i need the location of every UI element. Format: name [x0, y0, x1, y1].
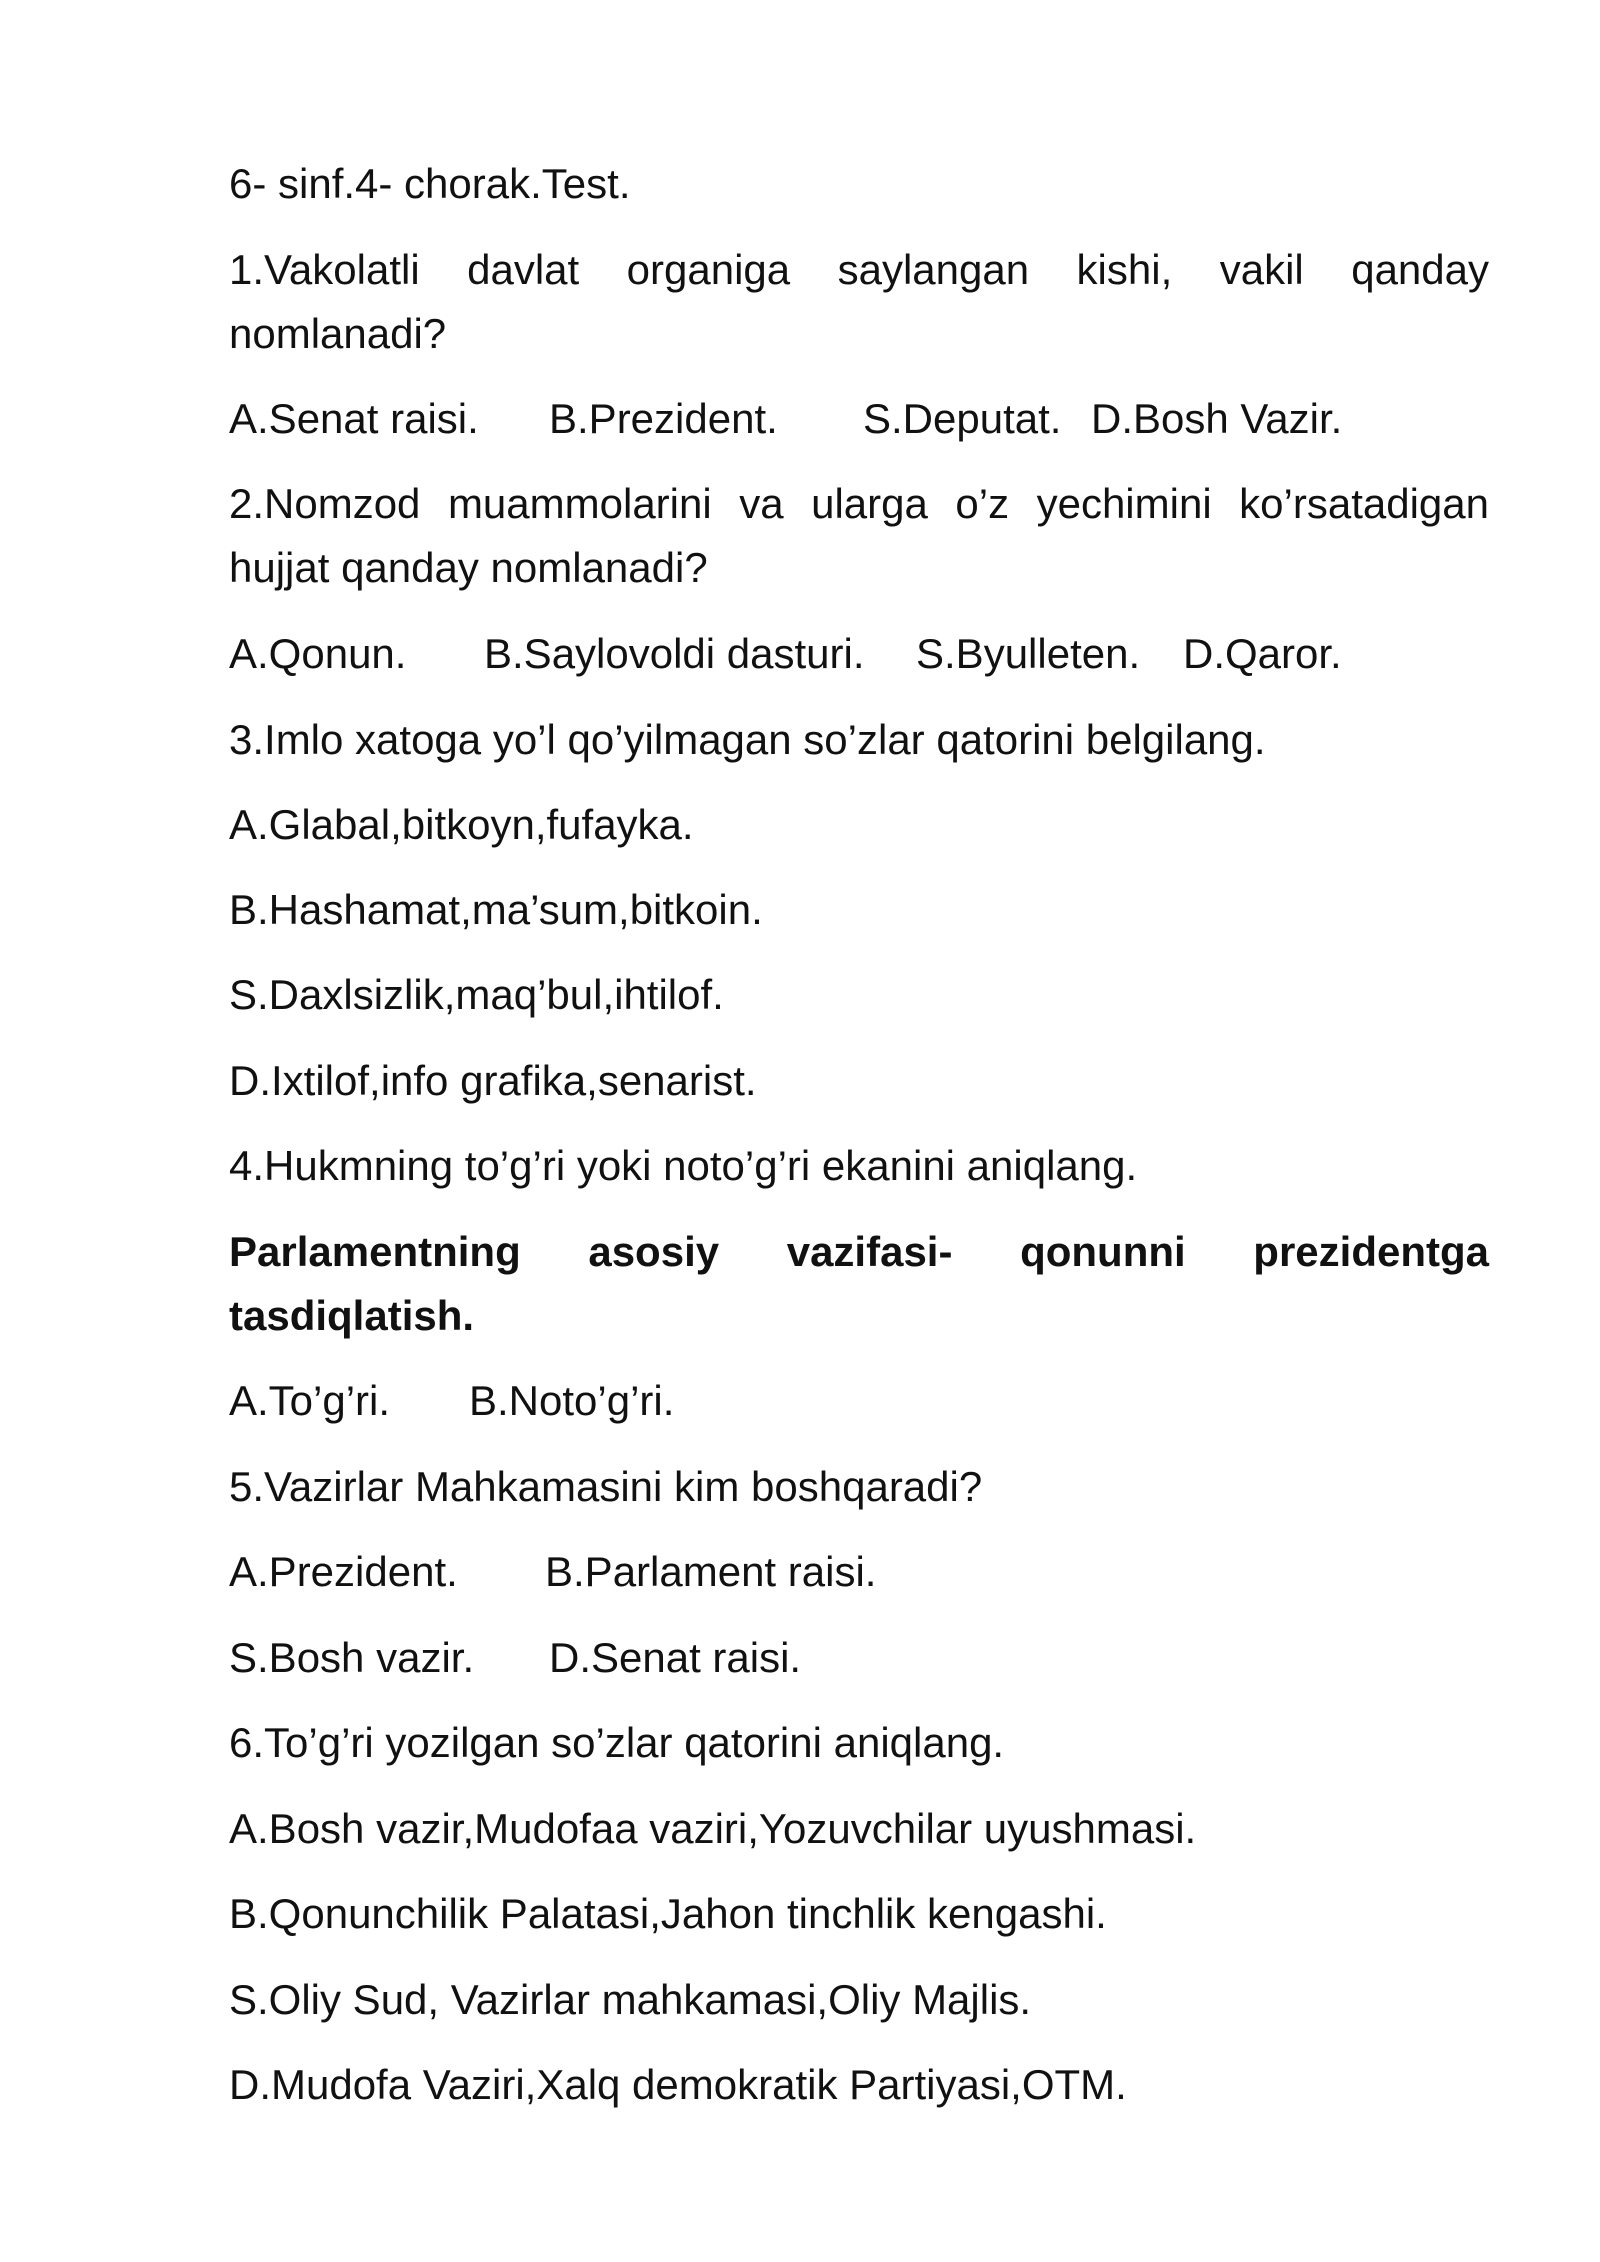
question-4-options [229, 1369, 1489, 1433]
q2-option-a: A.Qonun. [229, 630, 407, 677]
q1-option-s: S.Deputat. [863, 395, 1062, 442]
q6-option-s: S.Oliy Sud, Vazirlar mahkamasi,Oliy Majlis. [229, 1976, 1032, 2023]
question-5: 5.Vazirlar Mahkamasini kim boshqaradi? [229, 1463, 983, 1510]
question-5-options-row-1 [229, 1540, 1489, 1604]
q3-option-s: S.Daxlsizlik,maq’bul,ihtilof. [229, 971, 724, 1018]
question-2: 2.Nomzod muammolarini va ularga o’z yechimini ko’rsatadigan hujjat qanday nomlanadi? [229, 480, 1489, 591]
question-1: 1.Vakolatli davlat organiga saylangan kishi, vakil qanday nomlanadi? [229, 246, 1489, 357]
q3-option-a: A.Glabal,bitkoyn,fufayka. [229, 801, 694, 848]
q6-option-a: A.Bosh vazir,Mudofaa vaziri,Yozuvchilar uyushmasi. [229, 1805, 1197, 1852]
document-header: 6- sinf.4- chorak.Test. [229, 160, 631, 207]
q2-option-s: S.Byulleten. [916, 630, 1141, 677]
q1-option-a: A.Senat raisi. [229, 395, 479, 442]
question-3: 3.Imlo xatoga yo’l qo’yilmagan so’zlar qatorini belgilang. [229, 716, 1266, 763]
question-4-statement: Parlamentning asosiy vazifasi- qonunni prezidentga tasdiqlatish. [229, 1228, 1489, 1339]
q5-option-d: D.Senat raisi. [549, 1634, 802, 1681]
q3-option-b: B.Hashamat,ma’sum,bitkoin. [229, 886, 763, 933]
question-1-options [229, 387, 1489, 451]
question-2-options [229, 622, 1489, 686]
q5-option-b: B.Parlament raisi. [545, 1548, 877, 1595]
q6-option-d: D.Mudofa Vaziri,Xalq demokratik Partiyasi,OTM. [229, 2061, 1127, 2108]
q4-option-b: B.Noto’g’ri. [469, 1377, 675, 1424]
q5-option-s: S.Bosh vazir. [229, 1634, 475, 1681]
question-6: 6.To’g’ri yozilgan so’zlar qatorini aniqlang. [229, 1719, 1005, 1766]
q1-option-d: D.Bosh Vazir. [1091, 395, 1343, 442]
q6-option-b: B.Qonunchilik Palatasi,Jahon tinchlik kengashi. [229, 1890, 1107, 1937]
q2-option-d: D.Qaror. [1183, 630, 1342, 677]
q5-option-a: A.Prezident. [229, 1548, 458, 1595]
q4-option-a: A.To’g’ri. [229, 1377, 391, 1424]
question-4: 4.Hukmning to’g’ri yoki noto’g’ri ekanini aniqlang. [229, 1142, 1138, 1189]
q2-option-b: B.Saylovoldi dasturi. [484, 630, 865, 677]
q3-option-d: D.Ixtilof,info grafika,senarist. [229, 1057, 757, 1104]
q1-option-b: B.Prezident. [549, 395, 778, 442]
question-5-options-row-2 [229, 1626, 1489, 1690]
